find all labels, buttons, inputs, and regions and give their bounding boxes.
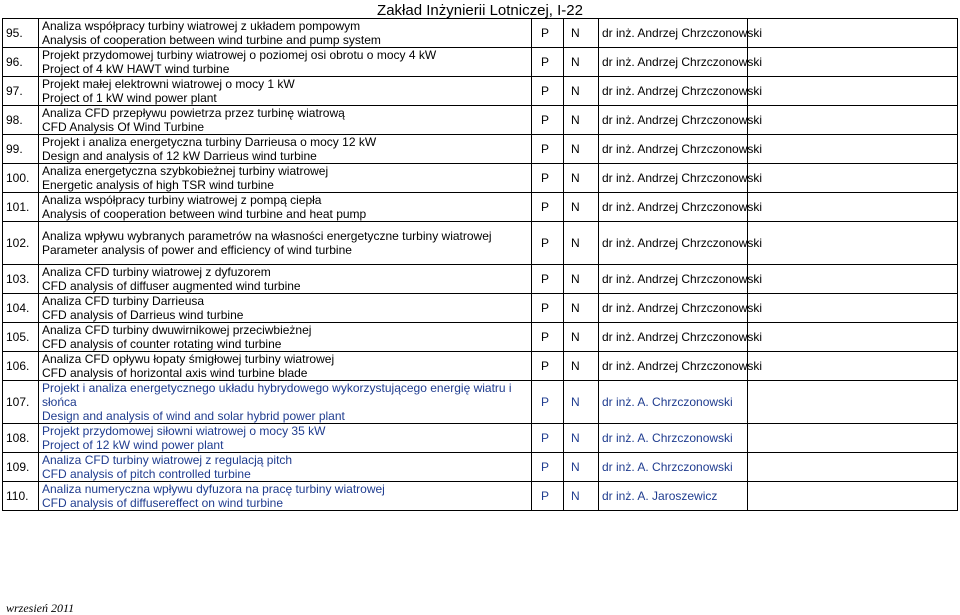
page-title: Zakład Inżynierii Lotniczej, I-22 [377,2,583,19]
topic-title-english: CFD Analysis Of Wind Turbine [42,120,205,134]
table-row [3,294,958,323]
topic-title-cell [39,265,532,294]
topic-title-english: CFD analysis of diffuser augmented wind turbine [42,279,301,293]
thesis-language: N [564,453,599,482]
empty-cell [748,453,958,482]
topic-title-english: CFD analysis of Darrieus wind turbine [42,308,244,322]
thesis-type: P [532,222,564,265]
table-body [3,19,958,511]
topic-title-cell [39,453,532,482]
thesis-type: P [532,265,564,294]
row-number: 98. [3,106,39,135]
row-number: 100. [3,164,39,193]
table-row [3,323,958,352]
supervisor-name: dr inż. Andrzej Chrzczonowski [599,106,748,135]
topic-title-polish: Analiza współpracy turbiny wiatrowej z układem pompowym [42,19,361,33]
thesis-language: N [564,106,599,135]
topic-title-cell [39,352,532,381]
empty-cell [748,19,958,48]
supervisor-name: dr inż. Andrzej Chrzczonowski [599,19,748,48]
row-number: 105. [3,323,39,352]
topic-title-cell [39,193,532,222]
topic-title-polish: Projekt przydomowej turbiny wiatrowej o poziomej osi obrotu o mocy 4 kW [42,48,437,62]
topic-title-cell [39,294,532,323]
topic-title-english: Analysis of cooperation between wind turbine and pump system [42,33,381,47]
supervisor-name: dr inż. A. Chrzczonowski [599,453,748,482]
thesis-type: P [532,323,564,352]
topic-title-cell [39,135,532,164]
topic-title-polish: Projekt i analiza energetyczna turbiny Darrieusa o mocy 12 kW [42,135,377,149]
thesis-type: P [532,424,564,453]
empty-cell [748,352,958,381]
row-number: 102. [3,222,39,265]
supervisor-name: dr inż. A. Chrzczonowski [599,381,748,424]
topic-title-polish: Analiza energetyczna szybkobieżnej turbiny wiatrowej [42,164,329,178]
topic-title-english: CFD analysis of counter rotating wind turbine [42,337,282,351]
empty-cell [748,294,958,323]
supervisor-name: dr inż. Andrzej Chrzczonowski [599,135,748,164]
thesis-type: P [532,164,564,193]
supervisor-name: dr inż. A. Chrzczonowski [599,424,748,453]
table-row [3,135,958,164]
table-row [3,164,958,193]
thesis-language: N [564,19,599,48]
supervisor-name: dr inż. Andrzej Chrzczonowski [599,77,748,106]
thesis-type: P [532,482,564,511]
supervisor-name: dr inż. Andrzej Chrzczonowski [599,164,748,193]
table-row [3,48,958,77]
empty-cell [748,193,958,222]
topic-title-english: Parameter analysis of power and efficiency of wind turbine [42,243,352,257]
table-row [3,106,958,135]
thesis-type: P [532,135,564,164]
row-number: 110. [3,482,39,511]
thesis-language: N [564,294,599,323]
empty-cell [748,77,958,106]
topic-title-polish: Analiza CFD opływu łopaty śmigłowej turbiny wiatrowej [42,352,335,366]
thesis-type: P [532,48,564,77]
empty-cell [748,222,958,265]
empty-cell [748,482,958,511]
topic-title-english: Project of 4 kW HAWT wind turbine [42,62,230,76]
thesis-language: N [564,48,599,77]
thesis-language: N [564,135,599,164]
supervisor-name: dr inż. Andrzej Chrzczonowski [599,323,748,352]
empty-cell [748,323,958,352]
topic-title-english: Project of 12 kW wind power plant [42,438,224,452]
topic-title-cell [39,222,532,265]
topic-title-english: CFD analysis of diffusereffect on wind turbine [42,496,284,510]
thesis-topics-table [2,18,958,511]
table-row [3,77,958,106]
row-number: 103. [3,265,39,294]
thesis-type: P [532,453,564,482]
row-number: 96. [3,48,39,77]
topic-title-polish: Analiza wpływu wybranych parametrów na własności energetyczne turbiny wiatrowej [42,229,492,243]
thesis-language: N [564,222,599,265]
supervisor-name: dr inż. Andrzej Chrzczonowski [599,265,748,294]
footer-date: wrzesień 2011 [6,601,75,615]
table-row [3,222,958,265]
topic-title-cell [39,323,532,352]
supervisor-name: dr inż. Andrzej Chrzczonowski [599,222,748,265]
topic-title-polish: Analiza CFD turbiny wiatrowej z dyfuzorem [42,265,271,279]
topic-title-polish: Projekt przydomowej siłowni wiatrowej o mocy 35 kW [42,424,326,438]
row-number: 108. [3,424,39,453]
empty-cell [748,48,958,77]
thesis-language: N [564,424,599,453]
empty-cell [748,135,958,164]
topic-title-cell [39,77,532,106]
thesis-language: N [564,193,599,222]
supervisor-name: dr inż. A. Jaroszewicz [599,482,748,511]
supervisor-name: dr inż. Andrzej Chrzczonowski [599,193,748,222]
row-number: 99. [3,135,39,164]
table-row [3,381,958,424]
thesis-type: P [532,352,564,381]
thesis-type: P [532,381,564,424]
topic-title-english: Design and analysis of wind and solar hybrid power plant [42,409,345,423]
row-number: 107. [3,381,39,424]
thesis-type: P [532,77,564,106]
table-row [3,19,958,48]
empty-cell [748,424,958,453]
topic-title-english: CFD analysis of horizontal axis wind turbine blade [42,366,308,380]
topic-title-english: Energetic analysis of high TSR wind turbine [42,178,274,192]
topic-title-polish: Analiza CFD turbiny wiatrowej z regulacją pitch [42,453,293,467]
table-row [3,424,958,453]
topic-title-english: Analysis of cooperation between wind turbine and heat pump [42,207,367,221]
topic-title-cell [39,164,532,193]
thesis-language: N [564,77,599,106]
table-row [3,352,958,381]
row-number: 109. [3,453,39,482]
topic-title-cell [39,424,532,453]
topic-title-polish: Analiza CFD przepływu powietrza przez turbinę wiatrową [42,106,345,120]
row-number: 101. [3,193,39,222]
table-row [3,193,958,222]
supervisor-name: dr inż. Andrzej Chrzczonowski [599,294,748,323]
thesis-type: P [532,106,564,135]
thesis-language: N [564,352,599,381]
topic-title-english: CFD analysis of pitch controlled turbine [42,467,251,481]
topic-title-polish: Projekt małej elektrowni wiatrowej o mocy 1 kW [42,77,295,91]
thesis-language: N [564,164,599,193]
supervisor-name: dr inż. Andrzej Chrzczonowski [599,352,748,381]
topic-title-polish: Analiza współpracy turbiny wiatrowej z pompą ciepła [42,193,322,207]
table-row [3,453,958,482]
table-row [3,265,958,294]
empty-cell [748,106,958,135]
topic-title-cell [39,19,532,48]
topic-title-english: Design and analysis of 12 kW Darrieus wind turbine [42,149,317,163]
topic-title-cell [39,106,532,135]
topic-title-cell [39,48,532,77]
empty-cell [748,164,958,193]
topic-title-polish: Analiza CFD turbiny Darrieusa [42,294,205,308]
thesis-type: P [532,294,564,323]
empty-cell [748,265,958,294]
thesis-type: P [532,19,564,48]
thesis-language: N [564,381,599,424]
row-number: 104. [3,294,39,323]
table-row [3,482,958,511]
topic-title-polish: Analiza numeryczna wpływu dyfuzora na pracę turbiny wiatrowej [42,482,385,496]
row-number: 97. [3,77,39,106]
thesis-language: N [564,323,599,352]
row-number: 95. [3,19,39,48]
row-number: 106. [3,352,39,381]
topic-title-cell [39,482,532,511]
topic-title-polish: Analiza CFD turbiny dwuwirnikowej przeciwbieżnej [42,323,312,337]
topic-title-english: Project of 1 kW wind power plant [42,91,217,105]
thesis-language: N [564,265,599,294]
topic-title-cell [39,381,532,424]
supervisor-name: dr inż. Andrzej Chrzczonowski [599,48,748,77]
empty-cell [748,381,958,424]
topic-title-polish: Projekt i analiza energetycznego układu hybrydowego wykorzystującego energię wiatru i słońca [42,381,512,409]
thesis-type: P [532,193,564,222]
thesis-language: N [564,482,599,511]
